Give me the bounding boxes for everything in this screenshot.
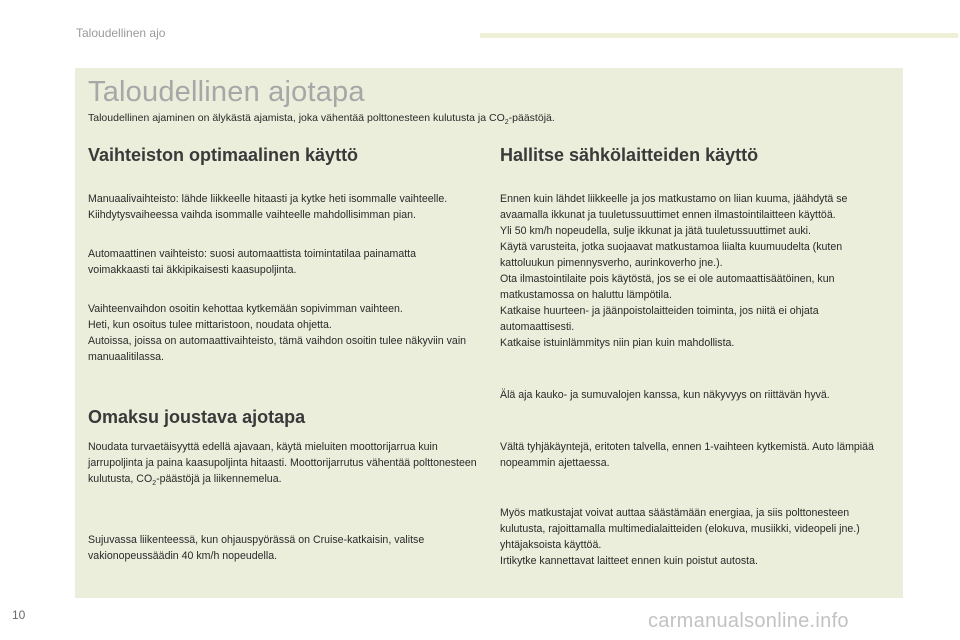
climate-tip-1: Ennen kuin lähdet liikkeelle ja jos matkustamo on liian kuuma, jäähdytä se avaamalla ikkunat ja tuuletussuuttimet ennen ilmastointilaitteen käyttöä.: [500, 193, 848, 221]
subtitle-text: Taloudellinen ajaminen on älykästä ajamista, joka vähentää polttonesteen kulutusta ja CO: [88, 112, 505, 124]
gear-indicator-line-3: Autoissa, joissa on automaattivaihteisto, tämä vaihdon osoitin tulee näkyviin vain manuaalitilassa.: [88, 335, 467, 363]
paragraph-climate-tips: [500, 191, 892, 351]
climate-tip-6: Katkaise istuinlämmitys niin pian kuin mahdollista.: [500, 337, 735, 349]
passengers-line-2: Irtikytke kannettavat laitteet ennen kuin poistut autosta.: [500, 555, 758, 567]
page-title: Taloudellinen ajotapa: [88, 76, 365, 108]
subtitle-text-end: -päästöjä.: [508, 112, 555, 124]
paragraph-idling: Vältä tyhjäkäyntejä, eritoten talvella, ennen 1-vaihteen kytkemistä. Auto lämpiää nopeammin ajettaessa.: [500, 441, 874, 469]
heading-electrical-equipment: Hallitse sähkölaitteiden käyttö: [500, 145, 759, 165]
paragraph-cruise-control: Sujuvassa liikenteessä, kun ohjauspyörässä on Cruise-katkaisin, valitse vakionopeussäädin 40 km/h nopeudella.: [88, 534, 425, 562]
paragraph-manual-gearbox: Manuaalivaihteisto: lähde liikkeelle hitaasti ja kytke heti isommalle vaihteelle. Kiihdytysvaiheessa vaihda isommalle vaihteelle mahdollisimman pian.: [88, 193, 448, 221]
paragraph-automatic-gearbox: Automaattinen vaihteisto: suosi automaattista toimintatilaa painamatta voimakkaasti tai äkkipikaisesti kaasupoljinta.: [88, 248, 417, 276]
header-divider: [480, 33, 958, 38]
page-number: 10: [12, 608, 26, 622]
climate-tip-4: Ota ilmastointilaite pois käytöstä, jos se ei ole automaattisäätöinen, kun matkustamossa on haluttu lämpötila.: [500, 273, 835, 301]
passengers-line-1: Myös matkustajat voivat auttaa säästämään energiaa, ja siis polttonesteen kulutusta, rajoittamalla multimedialaitteiden (elokuva, musiikki, videopeli jne.) yhtäjaksoista käyttöä.: [500, 507, 860, 551]
climate-tip-3: Käytä varusteita, jotka suojaavat matkustamoa liialta kuumuudelta (kuten kattoluukun pimennysverho, aurinkoverho jne.).: [500, 241, 843, 269]
paragraph-gear-indicator: [88, 301, 468, 365]
gear-indicator-line-2: Heti, kun osoitus tulee mittaristoon, noudata ohjetta.: [88, 319, 332, 331]
engine-braking-text-end: -päästöjä ja liikennemelua.: [156, 473, 282, 485]
paragraph-engine-braking: [88, 439, 480, 487]
heading-flexible-driving: Omaksu joustava ajotapa: [88, 407, 306, 427]
paragraph-passengers: [500, 505, 892, 569]
paragraph-headlights: Älä aja kauko- ja sumuvalojen kanssa, kun näkyvyys on riittävän hyvä.: [500, 389, 830, 401]
watermark: carmanualsonline.info: [648, 610, 849, 632]
subtitle-subscript: 2: [504, 119, 509, 127]
engine-braking-text: Noudata turvaetäisyyttä edellä ajavaan, käytä mieluiten moottorijarrua kuin jarrupoljinta ja paina kaasupoljinta hitaasti. Moottorijarrutus vähentää polttonesteen kulutusta, CO: [88, 441, 477, 485]
climate-tip-2: Yli 50 km/h nopeudella, sulje ikkunat ja jätä tuuletussuuttimet auki.: [500, 225, 811, 237]
climate-tip-5: Katkaise huurteen- ja jäänpoistolaitteiden toiminta, jos niitä ei ohjata automaattisesti.: [500, 305, 819, 333]
page-subtitle: [88, 112, 555, 126]
section-title: Taloudellinen ajo: [76, 26, 166, 40]
gear-indicator-line-1: Vaihteenvaihdon osoitin kehottaa kytkemään sopivimman vaihteen.: [88, 303, 403, 315]
heading-gearbox: Vaihteiston optimaalinen käyttö: [88, 145, 359, 165]
engine-braking-subscript: 2: [152, 480, 157, 488]
